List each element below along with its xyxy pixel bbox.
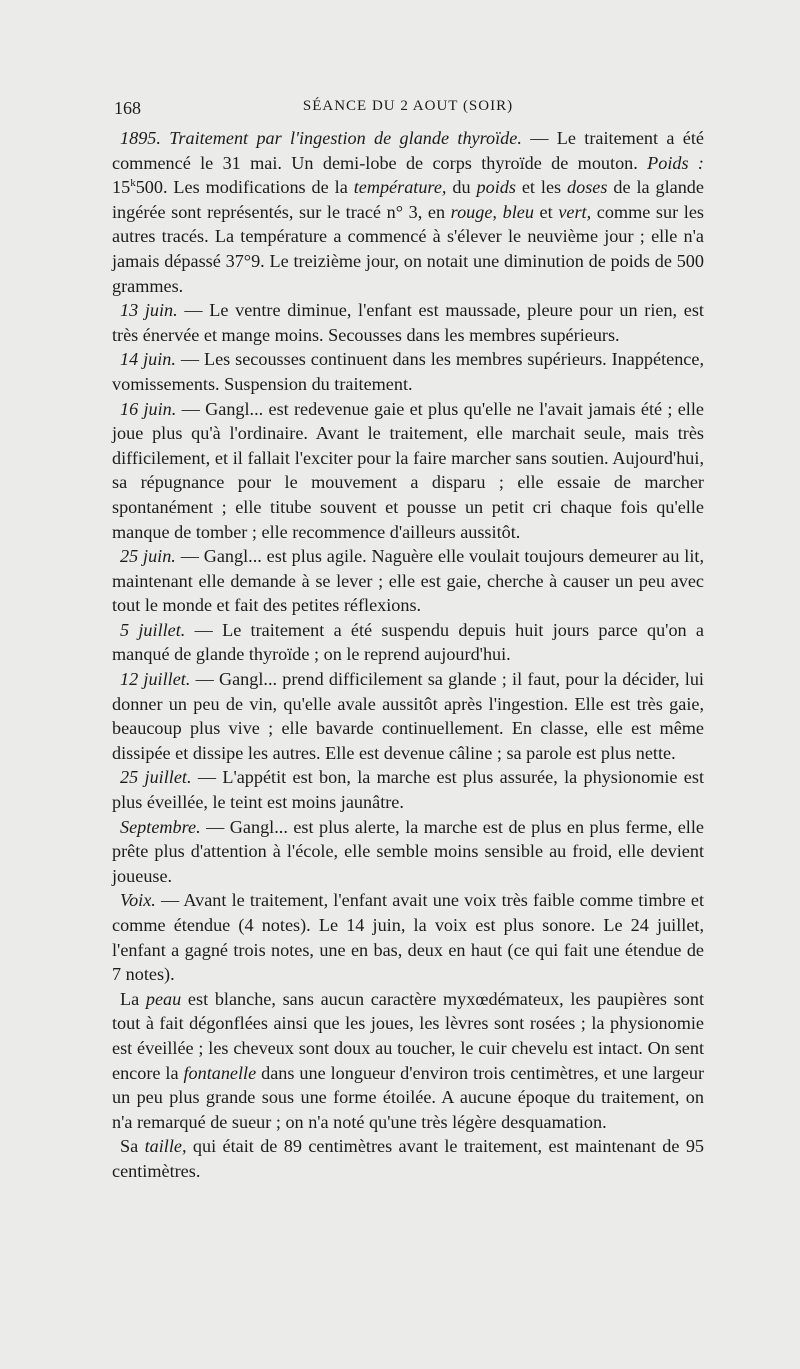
page-number: 168 xyxy=(114,98,141,118)
paragraph-16-juin: 16 juin. — Gangl... est redevenue gaie et plus qu'elle ne l'avait jamais été ; elle joue plus qu'à l'ordinaire. Avant le traitement, elle marchait seule, mais très difficilement, et il fallait l'exciter pour la faire marcher sans soutien. Aujourd'hui, sa répugnance pour le mouvement a disparu ; elle essaie de marcher spontanément ; elle titube souvent et pousse un petit cri chaque fois qu'elle manque de tomber ; elle recommence d'ailleurs aussitôt. xyxy=(112,398,704,542)
paragraph-taille: Sa taille, qui était de 89 centimètres avant le traitement, est maintenant de 95 centimètres. xyxy=(112,1136,705,1181)
entry-date: 25 juillet. xyxy=(120,767,192,788)
page-header xyxy=(112,98,704,124)
paragraph-voix: Voix. — Avant le traitement, l'enfant avait une voix très faible comme timbre et comme étendue (4 notes). Le 14 juin, la voix est plus sonore. Le 24 juillet, l'enfant a gagné trois notes, une en bas, deux en haut (ce qui fait une étendue de 7 notes). xyxy=(112,890,704,985)
paragraph-13-juin: 13 juin. — Le ventre diminue, l'enfant est maussade, pleure pour un rien, est très énervée et mange moins. Secousses dans les membres supérieurs. xyxy=(112,300,704,345)
entry-date: 25 juin. xyxy=(120,546,176,567)
section-title: Traitement par l'ingestion de glande thyroïde. xyxy=(169,128,522,148)
entry-date: Voix. xyxy=(120,890,156,911)
entry-date: 5 juillet. xyxy=(120,619,186,640)
paragraph-septembre: Septembre. — Gangl... est plus alerte, la marche est de plus en plus ferme, elle prête plus d'attention à l'école, elle semble moins sensible au froid, elle devient joueuse. xyxy=(112,816,704,886)
poids-label: Poids : xyxy=(647,152,704,173)
paragraph-5-juillet: 5 juillet. — Le traitement a été suspendu depuis huit jours parce qu'on a manqué de glande thyroïde ; on le reprend aujourd'hui. xyxy=(112,619,705,665)
entry-date: 14 juin. xyxy=(120,349,176,370)
entry-date: 13 juin. xyxy=(120,300,178,321)
paragraph-25-juillet: 25 juillet. — L'appétit est bon, la marche est plus assurée, la physionomie est plus éveillée, le teint est moins jaunâtre. xyxy=(112,767,705,813)
paragraph-25-juin: 25 juin. — Gangl... est plus agile. Naguère elle voulait toujours demeurer au lit, maintenant elle demande à se lever ; elle est gaie, cherche à causer un peu avec tout le monde et fait des petites réflexions. xyxy=(112,546,704,616)
paragraph-peau: La peau est blanche, sans aucun caractère myxœdémateux, les paupières sont tout à fait dégonflées ainsi que les joues, les lèvres sont rosées ; la physionomie est éveillée ; les cheveux sont doux au toucher, le cuir chevelu est intact. On sent encore la fontanelle dans une longueur d'environ trois centimètres, et une largeur un peu plus grande sous une forme étoilée. A aucune époque du traitement, on n'a remarqué de sueur ; on n'a noté qu'une très légère desquamation. xyxy=(112,988,704,1132)
running-head: SÉANCE DU 2 AOUT (SOIR) xyxy=(302,98,514,114)
body-text xyxy=(112,126,704,1184)
paragraph-12-juillet: 12 juillet. — Gangl... prend difficilement sa glande ; il faut, pour la décider, lui donner un peu de vin, qu'elle avale aussitôt après l'ingestion. Elle est très gaie, beaucoup plus vive ; elle bavarde continuellement. En classe, elle est même dissipée et dissipe les autres. Elle est devenue câline ; sa parole est plus nette. xyxy=(112,669,704,763)
entry-date: 16 juin. xyxy=(120,398,177,419)
year: 1895. xyxy=(120,128,161,148)
entry-date: Septembre. xyxy=(120,816,201,837)
entry-date: 12 juillet. xyxy=(120,669,191,690)
paragraph-14-juin: 14 juin. — Les secousses continuent dans les membres supérieurs. Inappétence, vomissements. Suspension du traitement. xyxy=(112,349,704,394)
paragraph-1895: 1895. Traitement par l'ingestion de glande thyroïde. — Le traitement a été commencé le 31 mai. Un demi-lobe de corps thyroïde de mouton. Poids : 15$^k$500. Les modifications de la température, du poids et les doses de la glande ingérée sont représentés, sur le tracé n° 3, en rouge, bleu et vert, comme sur les autres tracés. La température a commencé à s'élever le neuvième jour ; elle n'a jamais dépassé 37°9. Le treizième jour, on notait une diminution de poids de 500 grammes. xyxy=(112,128,705,296)
